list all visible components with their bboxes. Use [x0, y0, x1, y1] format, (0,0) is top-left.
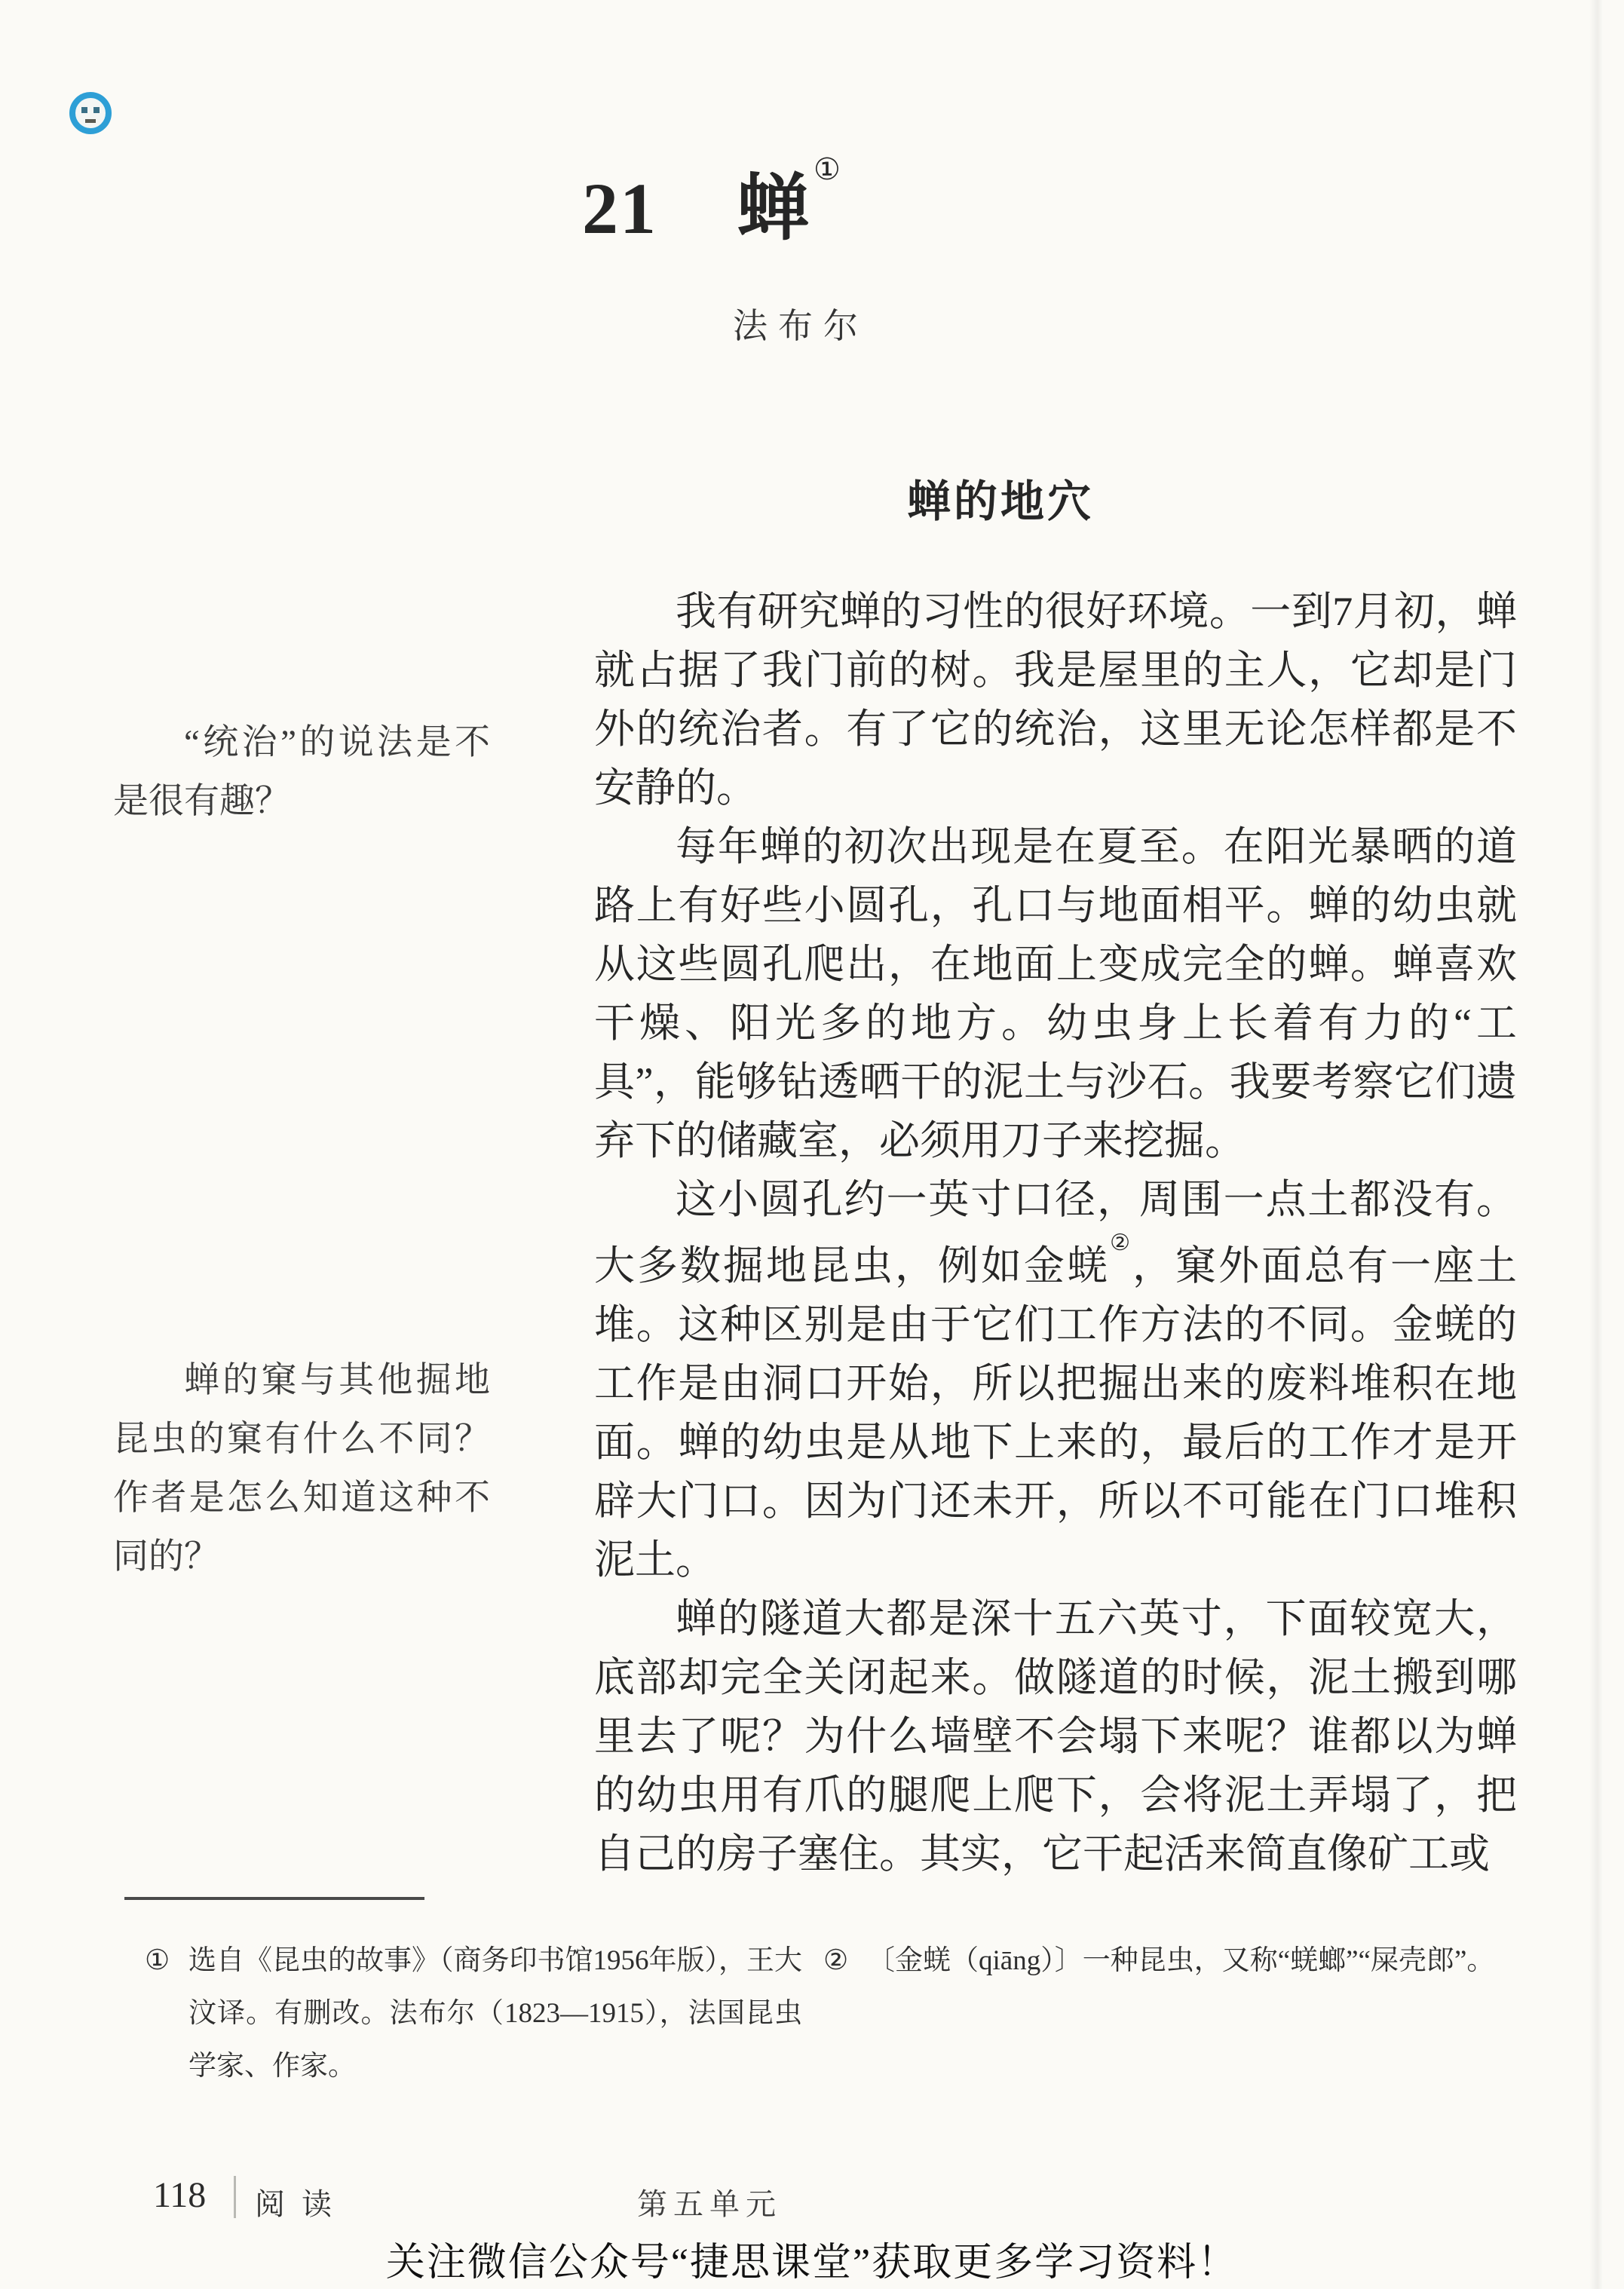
footnote-separator-rule	[124, 1897, 424, 1900]
title-footnote-mark: ①	[814, 152, 842, 186]
footer-section-label: 阅读	[255, 2187, 348, 2221]
footnote-2	[823, 1935, 1511, 1987]
author-name: 法布尔	[733, 307, 869, 345]
footnote-1-marker: ①	[145, 1945, 170, 1976]
paragraph-3-text-cont: ，窠外面总有一座土堆。这种区别是由于它们工作方法的不同。金蜣的工作是由洞口开始，所以把掘出来的废料堆积在地面。蝉的幼虫是从地下上来的，最后的工作才是开辟大门口。因为门还未开，所以不可能在门口堆积泥土。	[594, 1243, 1518, 1583]
page-number: 118	[153, 2175, 207, 2215]
paragraph-4: 蝉的隧道大都是深十五六英寸，下面较宽大，底部却完全关闭起来。做隧道的时候，泥土搬到哪里去了呢？为什么墙壁不会塌下来呢？谁都以为蝉的幼虫用有爪的腿爬上爬下，会将泥土弄塌了，把自己的房子塞住。其实，它干起活来简直像矿工或	[594, 1596, 1517, 1877]
scan-edge-shadow	[1589, 0, 1603, 2289]
main-text-column	[594, 582, 1517, 1883]
footnote-2-text: 〔金蜣（qiāng）〕一种昆虫，又称“蜣螂”“屎壳郎”。	[867, 1945, 1495, 1976]
footnote-1	[145, 1935, 802, 2093]
footnote-2-marker: ②	[823, 1945, 849, 1976]
footer-unit-label: 第五单元	[637, 2187, 782, 2221]
section-heading: 蝉的地穴	[907, 477, 1095, 526]
paragraph-1: 我有研究蝉的习性的很好环境。一到7月初，蝉就占据了我门前的树。我是屋里的主人，它却是门外的统治者。有了它的统治，这里无论怎样都是不安静的。	[594, 589, 1517, 810]
lesson-number: 21	[582, 168, 657, 249]
paragraph-2: 每年蝉的初次出现是在夏至。在阳光暴晒的道路上有好些小圆孔，孔口与地面相平。蝉的幼虫就从这些圆孔爬出，在地面上变成完全的蝉。蝉喜欢干燥、阳光多的地方。幼虫身上长着有力的“工具”，能够钻透晒干的泥土与沙石。我要考察它们遗弃下的储藏室，必须用刀子来挖掘。	[594, 824, 1517, 1163]
margin-note-burrow-question: 蝉的窠与其他掘地昆虫的窠有什么不同？作者是怎么知道这种不同的？	[113, 1361, 490, 1577]
margin-note-ruling-remark: “统治”的说法是不是很有趣？	[113, 723, 490, 821]
lesson-title-text: 蝉	[737, 168, 810, 249]
lesson-title	[582, 151, 842, 254]
smiley-face-icon	[69, 92, 112, 134]
paragraph-3	[594, 1170, 1517, 1589]
footer-divider	[234, 2176, 236, 2218]
footnote-1-text: 选自《昆虫的故事》（商务印书馆1956年版），王大汶译。有删改。法布尔（1823—1915），法国昆虫学家、作家。	[188, 1945, 802, 2082]
paragraph-3-text: 这小圆孔约一英寸口径，周围一点土都没有。大多数掘地昆虫，例如金蜣	[594, 1177, 1517, 1289]
footnote-2-reference-mark: ②	[1110, 1230, 1132, 1255]
wechat-promo-banner: 关注微信公众号“捷思课堂”获取更多学习资料！	[385, 2242, 1239, 2284]
